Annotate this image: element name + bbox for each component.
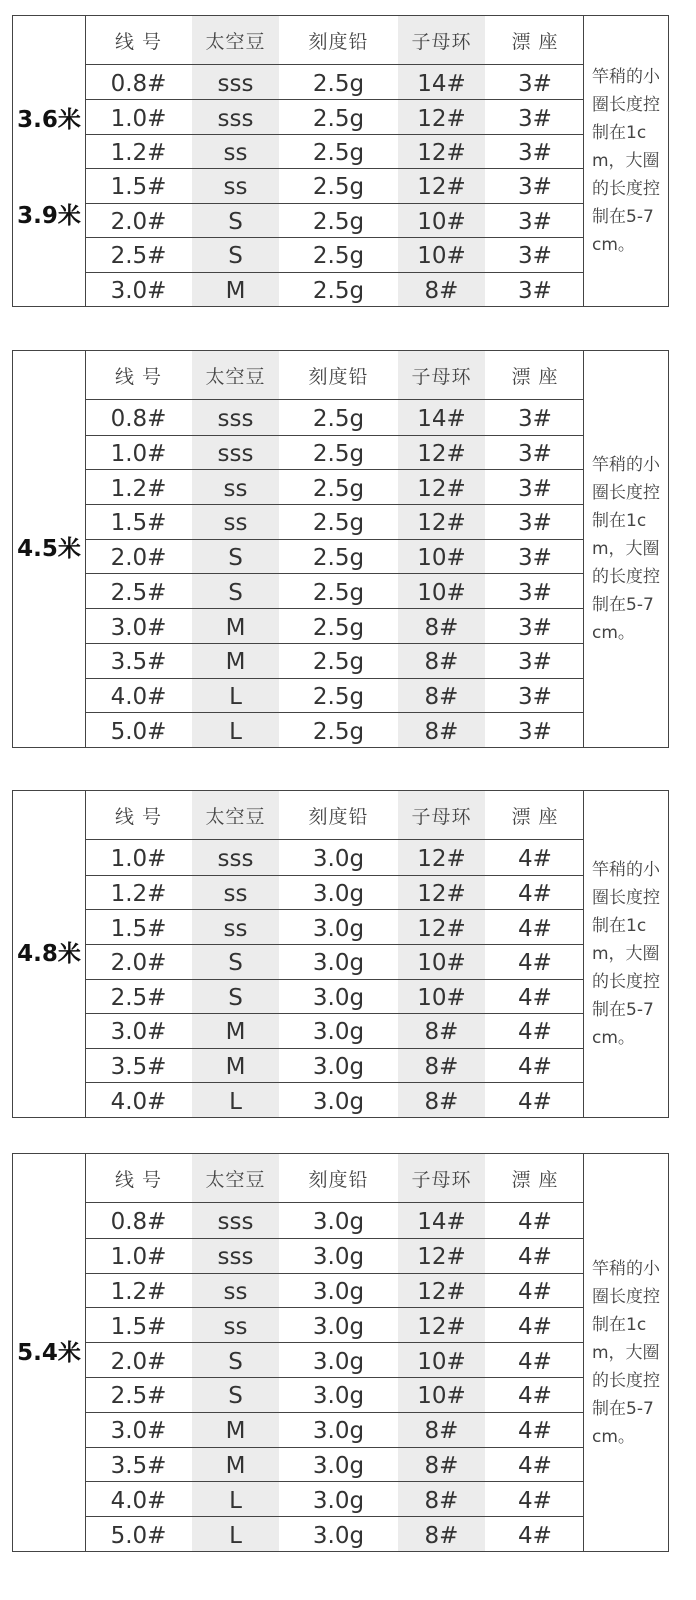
table-cell: 12# — [417, 475, 466, 502]
table-row — [85, 1307, 584, 1343]
table-cell: S — [228, 208, 243, 235]
table-cell: S — [228, 243, 243, 270]
table-cell: 12# — [417, 1244, 466, 1271]
table-cell: 3.0g — [312, 1348, 365, 1375]
table-cell: L — [229, 683, 242, 710]
table-cell: 3# — [518, 510, 552, 537]
table-cell: 4.0# — [110, 1487, 167, 1514]
table-cell: 3# — [518, 579, 552, 606]
column-header: 刻度铅 — [308, 30, 369, 53]
table-cell: 10# — [417, 1348, 466, 1375]
rod-length-label: 4.5米 — [17, 536, 81, 562]
table-row — [85, 504, 584, 540]
table-cell: 1.2# — [110, 1278, 167, 1305]
table-cell: S — [228, 579, 243, 606]
table-cell: 3.0g — [312, 1278, 365, 1305]
note-cell — [583, 1154, 668, 1551]
table-cell: 2.5g — [312, 406, 365, 433]
table-cell: sss — [217, 1209, 254, 1236]
table-cell: sss — [217, 406, 254, 433]
table-row — [85, 400, 584, 436]
table-cell: 2.0# — [110, 545, 167, 572]
table-row — [85, 944, 584, 980]
rod-length-cell — [13, 351, 86, 747]
column-header: 太空豆 — [205, 365, 266, 388]
column-header: 线 号 — [114, 365, 163, 388]
table-row — [85, 1447, 584, 1483]
table-cell: 3.0g — [312, 1019, 365, 1046]
table-cell: 2.5g — [312, 510, 365, 537]
spec-table — [12, 1153, 669, 1552]
table-cell: 3# — [518, 441, 552, 468]
table-cell: 12# — [417, 140, 466, 167]
table-cell: 2.5g — [312, 105, 365, 132]
table-cell: ss — [223, 510, 248, 537]
table-cell: ss — [223, 1278, 248, 1305]
table-row — [85, 1481, 584, 1517]
column-header: 子母环 — [411, 1168, 472, 1191]
table-cell: 3.0g — [312, 1487, 365, 1514]
table-cell: M — [225, 1019, 246, 1046]
table-cell: 2.5# — [110, 984, 167, 1011]
table-cell: 12# — [417, 1278, 466, 1305]
table-cell: 3# — [518, 174, 552, 201]
table-cell: sss — [217, 1244, 254, 1271]
table-cell: 10# — [417, 579, 466, 606]
table-row — [85, 1273, 584, 1309]
table-cell: 12# — [417, 846, 466, 873]
table-cell: 10# — [417, 1383, 466, 1410]
table-row — [85, 65, 584, 100]
table-row — [85, 875, 584, 911]
table-cell: 12# — [417, 915, 466, 942]
table-cell: 3.0g — [312, 846, 365, 873]
table-cell: 4# — [518, 915, 552, 942]
table-cell: 3.0g — [312, 1313, 365, 1340]
table-cell: 3.0# — [110, 1019, 167, 1046]
table-cell: sss — [217, 441, 254, 468]
table-cell: 8# — [424, 649, 459, 676]
table-cell: 1.0# — [110, 105, 167, 132]
table-row — [85, 1342, 584, 1378]
table-cell: 8# — [424, 1418, 459, 1445]
table-cell: 8# — [424, 614, 459, 641]
table-row — [85, 1377, 584, 1413]
column-header: 子母环 — [411, 805, 472, 828]
column-header: 漂 座 — [511, 805, 559, 828]
note-text: 竿稍的小圈长度控制在1cm，大圈的长度控制在5-7cm。 — [592, 1258, 660, 1447]
table-cell: 3.5# — [110, 1452, 167, 1479]
table-cell: 2.5g — [312, 649, 365, 676]
rod-length-label: 5.4米 — [17, 1339, 81, 1366]
table-cell: 12# — [417, 1313, 466, 1340]
table-cell: sss — [217, 846, 254, 873]
table-cell: 2.5g — [312, 277, 365, 304]
table-cell: S — [228, 950, 243, 977]
table-row — [85, 574, 584, 610]
table-cell: 3# — [518, 649, 552, 676]
table-row — [85, 203, 584, 238]
rod-length-cell — [13, 791, 86, 1117]
table-cell: 2.5g — [312, 579, 365, 606]
table-cell: M — [225, 1054, 246, 1081]
table-cell: 2.5g — [312, 174, 365, 201]
table-cell: 1.5# — [110, 1313, 167, 1340]
table-cell: 4# — [518, 1244, 552, 1271]
table-cell: 8# — [424, 1054, 459, 1081]
header-row — [85, 351, 584, 400]
table-row — [85, 1203, 584, 1239]
table-cell: 2.5g — [312, 614, 365, 641]
column-header: 线 号 — [114, 1168, 163, 1191]
table-cell: 3# — [518, 614, 552, 641]
table-cell: 1.0# — [110, 1244, 167, 1271]
table-cell: 10# — [417, 984, 466, 1011]
table-cell: 1.2# — [110, 880, 167, 907]
table-cell: 0.8# — [110, 406, 167, 433]
table-cell: 4# — [518, 1418, 552, 1445]
table-cell: 4# — [518, 1088, 552, 1115]
table-cell: 10# — [417, 950, 466, 977]
table-row — [85, 979, 584, 1015]
table-cell: 8# — [424, 1019, 459, 1046]
table-cell: 2.5# — [110, 579, 167, 606]
table-cell: 1.0# — [110, 441, 167, 468]
table-cell: 1.2# — [110, 140, 167, 167]
table-cell: M — [225, 277, 246, 304]
table-cell: 8# — [424, 718, 459, 745]
table-cell: 8# — [424, 1088, 459, 1115]
table-cell: S — [228, 1383, 243, 1410]
table-cell: 1.5# — [110, 174, 167, 201]
table-cell: 0.8# — [110, 71, 167, 98]
table-cell: 2.5g — [312, 545, 365, 572]
column-header: 子母环 — [411, 365, 472, 388]
rod-length-label: 4.8米 — [17, 941, 81, 967]
table-cell: 0.8# — [110, 1209, 167, 1236]
table-cell: 3# — [518, 718, 552, 745]
table-cell: 3# — [518, 71, 552, 98]
table-row — [85, 168, 584, 203]
table-cell: ss — [223, 140, 248, 167]
table-cell: 10# — [417, 545, 466, 572]
table-cell: 3.0g — [312, 915, 365, 942]
note-cell — [583, 791, 668, 1117]
table-cell: 1.5# — [110, 915, 167, 942]
table-cell: 8# — [424, 277, 459, 304]
table-cell: 14# — [417, 1209, 466, 1236]
spec-table — [12, 790, 669, 1118]
table-cell: 4# — [518, 1209, 552, 1236]
table-cell: 5.0# — [110, 718, 167, 745]
rod-length-label: 3.6米 — [17, 107, 81, 134]
table-row — [85, 678, 584, 714]
rod-length-label: 3.9米 — [17, 203, 81, 230]
table-cell: 12# — [417, 441, 466, 468]
table-cell: 3.0# — [110, 1418, 167, 1445]
table-cell: 4# — [518, 846, 552, 873]
table-row — [85, 608, 584, 644]
rod-length-cell — [13, 16, 86, 306]
column-header: 线 号 — [114, 805, 163, 828]
table-cell: M — [225, 614, 246, 641]
table-row — [85, 1238, 584, 1274]
table-cell: 3# — [518, 683, 552, 710]
table-cell: L — [229, 1088, 242, 1115]
table-cell: ss — [223, 915, 248, 942]
table-cell: 4# — [518, 1383, 552, 1410]
table-cell: 4# — [518, 1452, 552, 1479]
table-row — [85, 1516, 584, 1551]
table-cell: 3# — [518, 243, 552, 270]
table-cell: 1.0# — [110, 846, 167, 873]
table-cell: 3# — [518, 406, 552, 433]
table-cell: 3.5# — [110, 1054, 167, 1081]
table-cell: 3.0g — [312, 1522, 365, 1549]
table-cell: 4# — [518, 1278, 552, 1305]
table-cell: 3# — [518, 475, 552, 502]
column-header: 太空豆 — [205, 1168, 266, 1191]
table-row — [85, 840, 584, 876]
table-cell: 4# — [518, 880, 552, 907]
table-cell: 3# — [518, 545, 552, 572]
table-row — [85, 1013, 584, 1049]
note-text: 竿稍的小圈长度控制在1cm，大圈的长度控制在5-7cm。 — [592, 455, 660, 643]
column-header: 漂 座 — [511, 30, 559, 53]
table-cell: 1.5# — [110, 510, 167, 537]
table-cell: 2.5# — [110, 243, 167, 270]
table-cell: L — [229, 1522, 242, 1549]
column-header: 刻度铅 — [308, 1168, 369, 1191]
table-cell: 4# — [518, 950, 552, 977]
table-cell: 2.0# — [110, 208, 167, 235]
table-cell: 3.0g — [312, 950, 365, 977]
table-cell: 3.0# — [110, 277, 167, 304]
table-cell: ss — [223, 174, 248, 201]
header-row — [85, 16, 584, 65]
table-row — [85, 272, 584, 306]
table-cell: 2.5# — [110, 1383, 167, 1410]
table-cell: 2.5g — [312, 475, 365, 502]
column-header: 漂 座 — [511, 365, 559, 388]
table-cell: 8# — [424, 1522, 459, 1549]
table-cell: 8# — [424, 1452, 459, 1479]
table-cell: S — [228, 984, 243, 1011]
table-cell: 4# — [518, 1522, 552, 1549]
table-cell: ss — [223, 880, 248, 907]
note-text: 竿稍的小圈长度控制在1cm，大圈的长度控制在5-7cm。 — [592, 860, 660, 1048]
column-header: 太空豆 — [205, 805, 266, 828]
table-cell: 3.5# — [110, 649, 167, 676]
table-cell: 12# — [417, 510, 466, 537]
table-cell: 3.0g — [312, 984, 365, 1011]
table-row — [85, 1048, 584, 1084]
table-cell: 3.0g — [312, 1452, 365, 1479]
table-cell: 1.2# — [110, 475, 167, 502]
table-cell: ss — [223, 475, 248, 502]
table-row — [85, 712, 584, 747]
table-cell: M — [225, 649, 246, 676]
table-row — [85, 435, 584, 471]
table-cell: 2.0# — [110, 1348, 167, 1375]
table-cell: L — [229, 1487, 242, 1514]
spec-table — [12, 350, 669, 748]
table-cell: 5.0# — [110, 1522, 167, 1549]
table-cell: 3.0g — [312, 880, 365, 907]
table-cell: 3.0g — [312, 1088, 365, 1115]
column-header: 线 号 — [114, 30, 163, 53]
note-cell — [583, 16, 668, 306]
table-cell: 3.0g — [312, 1383, 365, 1410]
table-cell: 2.5g — [312, 683, 365, 710]
table-cell: 14# — [417, 406, 466, 433]
table-cell: 3.0g — [312, 1244, 365, 1271]
note-cell — [583, 351, 668, 747]
header-row — [85, 1154, 584, 1203]
table-cell: L — [229, 718, 242, 745]
table-cell: 3.0g — [312, 1418, 365, 1445]
table-cell: 2.0# — [110, 950, 167, 977]
table-cell: 2.5g — [312, 441, 365, 468]
table-row — [85, 539, 584, 575]
table-cell: M — [225, 1452, 246, 1479]
table-row — [85, 99, 584, 134]
table-cell: sss — [217, 105, 254, 132]
table-cell: 2.5g — [312, 718, 365, 745]
table-row — [85, 134, 584, 169]
table-cell: 2.5g — [312, 140, 365, 167]
table-cell: 3.0# — [110, 614, 167, 641]
column-header: 刻度铅 — [308, 365, 369, 388]
table-cell: 2.5g — [312, 71, 365, 98]
table-cell: 3.0g — [312, 1209, 365, 1236]
table-cell: ss — [223, 1313, 248, 1340]
table-cell: 12# — [417, 174, 466, 201]
spec-table — [12, 15, 669, 307]
table-cell: 12# — [417, 105, 466, 132]
table-cell: 4.0# — [110, 683, 167, 710]
table-cell: S — [228, 1348, 243, 1375]
table-row — [85, 1412, 584, 1448]
table-cell: 4# — [518, 1019, 552, 1046]
table-cell: 10# — [417, 243, 466, 270]
table-cell: 2.5g — [312, 243, 365, 270]
table-row — [85, 643, 584, 679]
column-header: 太空豆 — [205, 30, 266, 53]
note-text: 竿稍的小圈长度控制在1cm，大圈的长度控制在5-7cm。 — [592, 67, 660, 255]
table-cell: S — [228, 545, 243, 572]
table-row — [85, 469, 584, 505]
table-row — [85, 237, 584, 272]
table-cell: 14# — [417, 71, 466, 98]
table-row — [85, 1082, 584, 1117]
table-cell: 4# — [518, 984, 552, 1011]
column-header: 刻度铅 — [308, 805, 369, 828]
table-cell: 4# — [518, 1054, 552, 1081]
table-cell: sss — [217, 71, 254, 98]
table-cell: 3# — [518, 105, 552, 132]
table-cell: 3# — [518, 277, 552, 304]
table-cell: M — [225, 1418, 246, 1445]
table-row — [85, 909, 584, 945]
table-cell: 3# — [518, 208, 552, 235]
header-row — [85, 791, 584, 840]
table-cell: 4# — [518, 1487, 552, 1514]
table-cell: 10# — [417, 208, 466, 235]
table-cell: 8# — [424, 683, 459, 710]
table-cell: 4# — [518, 1313, 552, 1340]
table-cell: 8# — [424, 1487, 459, 1514]
table-cell: 4# — [518, 1348, 552, 1375]
column-header: 子母环 — [411, 30, 472, 53]
table-cell: 4.0# — [110, 1088, 167, 1115]
rod-length-cell — [13, 1154, 86, 1551]
table-cell: 2.5g — [312, 208, 365, 235]
column-header: 漂 座 — [511, 1168, 559, 1191]
table-cell: 3# — [518, 140, 552, 167]
table-cell: 3.0g — [312, 1054, 365, 1081]
table-cell: 12# — [417, 880, 466, 907]
